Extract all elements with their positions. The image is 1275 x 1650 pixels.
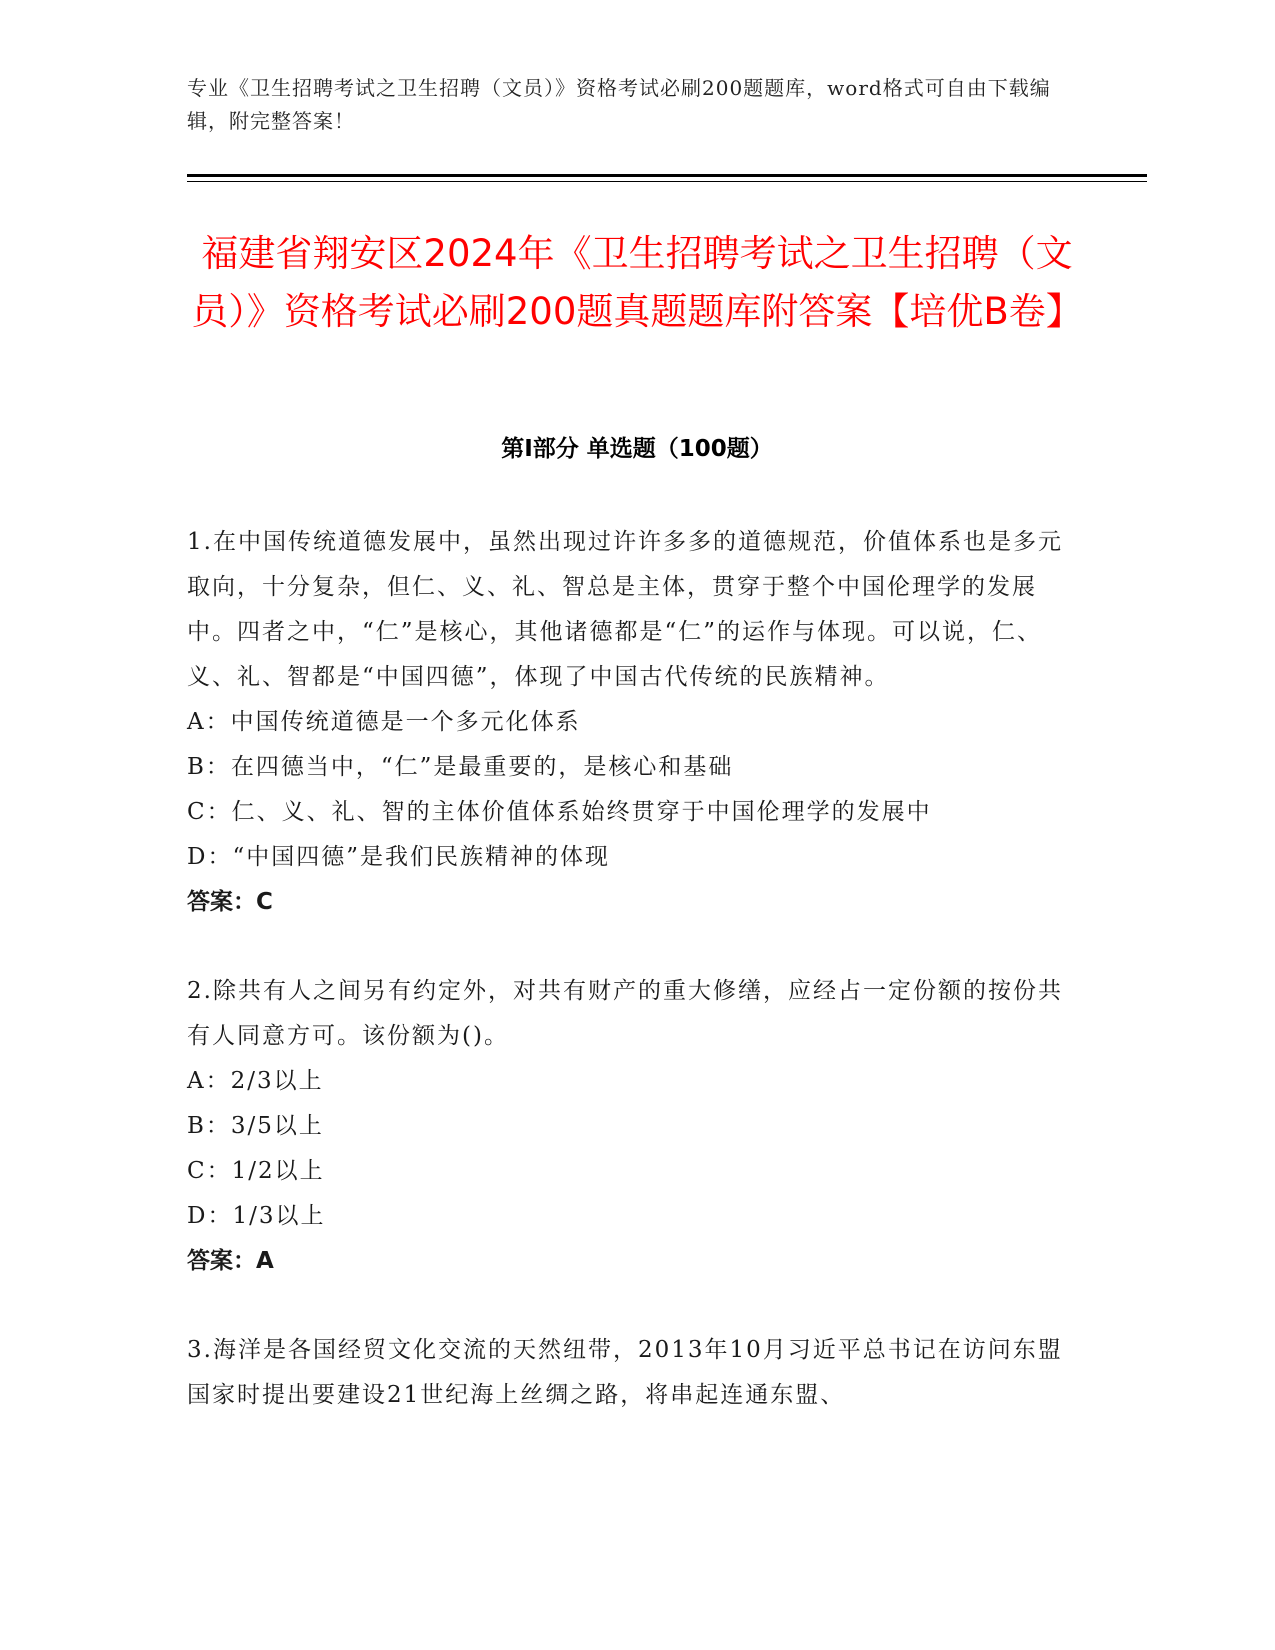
header-note: 专业《卫生招聘考试之卫生招聘（文员）》资格考试必刷200题题库，word格式可自由下载编辑，附完整答案！ [187, 76, 1051, 133]
option-b: B：在四德当中，“仁”是最重要的，是核心和基础 [187, 754, 734, 780]
option-a: A：中国传统道德是一个多元化体系 [187, 709, 581, 735]
question-stem: 2.除共有人之间另有约定外，对共有财产的重大修缮，应经占一定份额的按份共有人同意方可。该份额为()。 [187, 978, 1063, 1049]
question-stem: 3.海洋是各国经贸文化交流的天然纽带，2013年10月习近平总书记在访问东盟国家时提出要建设21世纪海上丝绸之路，将串起连通东盟、 [187, 1337, 1063, 1408]
question-3 [187, 1328, 1067, 1418]
option-d: D：1/3以上 [187, 1203, 326, 1229]
question-stem: 1.在中国传统道德发展中，虽然出现过许许多多的道德规范，价值体系也是多元取向，十分复杂，但仁、义、礼、智总是主体，贯穿于整个中国伦理学的发展中。四者之中，“仁”是核心，其他诸德都是“仁”的运作与体现。可以说，仁、义、礼、智都是“中国四德”，体现了中国古代传统的民族精神。 [187, 529, 1063, 690]
question-2 [187, 969, 1067, 1284]
header-rule-thin [187, 181, 1147, 182]
question-1 [187, 520, 1067, 925]
answer-label: 答案：C [187, 889, 273, 915]
option-a: A：2/3以上 [187, 1068, 324, 1094]
option-b: B：3/5以上 [187, 1113, 324, 1139]
document-title: 福建省翔安区2024年《卫生招聘考试之卫生招聘（文员）》资格考试必刷200题真题题库附答案【培优B卷】 [191, 232, 1083, 333]
header-rule-thick [187, 174, 1147, 177]
section-heading: 第Ⅰ部分 单选题（100题） [501, 436, 773, 462]
answer-label: 答案：A [187, 1248, 274, 1274]
option-c: C：1/2以上 [187, 1158, 325, 1184]
option-c: C：仁、义、礼、智的主体价值体系始终贯穿于中国伦理学的发展中 [187, 799, 932, 825]
option-d: D：“中国四德”是我们民族精神的体现 [187, 844, 610, 870]
question-list [187, 520, 1067, 1462]
